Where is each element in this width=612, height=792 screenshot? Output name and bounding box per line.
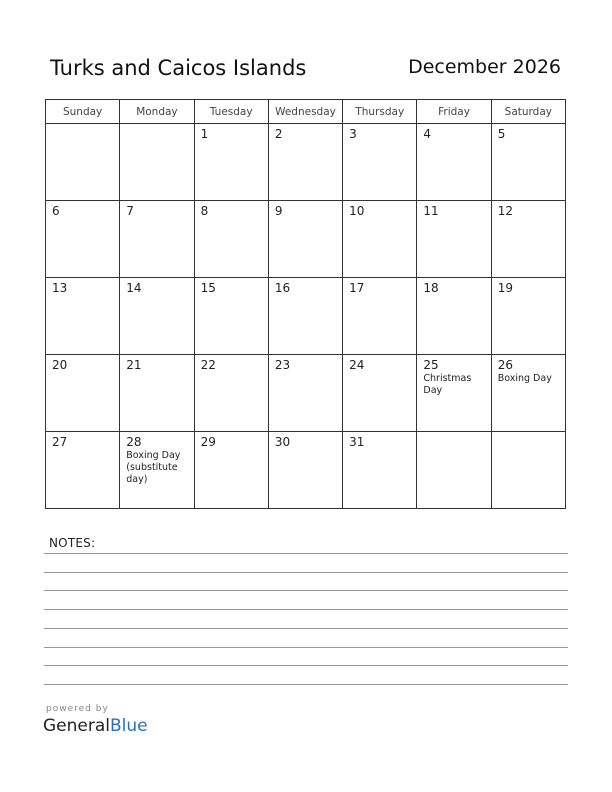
day-number: 4 (423, 127, 432, 141)
notes-line (44, 553, 568, 554)
weekday-header: Thursday (343, 100, 417, 124)
day-cell (343, 201, 417, 278)
weekday-header: Saturday (491, 100, 565, 124)
day-cell (194, 432, 268, 509)
holiday-label: Boxing Day (497, 373, 552, 384)
holiday-label: Boxing Day (substitute day) (126, 450, 181, 485)
day-cell (491, 432, 565, 509)
notes-label: NOTES: (49, 536, 96, 550)
week-row (46, 432, 566, 509)
day-number: 31 (349, 435, 365, 449)
day-number: 19 (497, 281, 513, 295)
day-number: 12 (497, 204, 513, 218)
calendar-month-year: December 2026 (408, 56, 561, 78)
calendar-country-title: Turks and Caicos Islands (50, 56, 307, 80)
day-number: 10 (349, 204, 365, 218)
day-cell (491, 355, 565, 432)
day-number: 22 (200, 358, 216, 372)
day-number: 18 (423, 281, 439, 295)
day-cell (194, 355, 268, 432)
day-number: 9 (274, 204, 283, 218)
day-cell (343, 278, 417, 355)
day-cell (46, 432, 120, 509)
day-number: 3 (349, 127, 357, 141)
day-cell (120, 278, 194, 355)
day-number: 30 (274, 435, 291, 449)
day-number: 20 (52, 358, 68, 372)
day-number: 7 (126, 204, 134, 218)
day-cell (46, 201, 120, 278)
day-number: 6 (52, 204, 60, 218)
day-cell (417, 278, 491, 355)
day-cell (343, 355, 417, 432)
day-cell (268, 355, 342, 432)
week-row (46, 124, 566, 201)
weekday-header: Monday (120, 100, 194, 124)
holiday-label: Christmas Day (423, 373, 472, 396)
day-cell (120, 432, 194, 509)
weekday-header: Sunday (46, 100, 120, 124)
day-number: 23 (274, 358, 291, 372)
day-number: 17 (349, 281, 365, 295)
day-cell (417, 124, 491, 201)
generalblue-logo (43, 716, 148, 736)
day-number: 14 (126, 281, 142, 295)
day-number: 28 (126, 435, 142, 449)
day-cell (417, 355, 491, 432)
day-number: 2 (274, 127, 283, 141)
calendar-grid (45, 99, 566, 509)
powered-by-text: powered by (46, 704, 109, 714)
week-row (46, 201, 566, 278)
notes-line (44, 609, 568, 610)
week-row (46, 355, 566, 432)
weekday-header: Friday (417, 100, 491, 124)
day-number: 5 (497, 127, 506, 141)
brand-part2: Blue (110, 716, 148, 736)
notes-line (44, 647, 568, 648)
day-cell (417, 201, 491, 278)
day-cell (46, 278, 120, 355)
notes-line (44, 628, 568, 629)
week-row (46, 278, 566, 355)
day-cell (194, 201, 268, 278)
day-cell (46, 124, 120, 201)
day-number: 25 (423, 358, 439, 372)
day-number: 11 (423, 204, 439, 218)
day-cell (46, 355, 120, 432)
day-cell (491, 278, 565, 355)
weekday-header: Wednesday (268, 100, 342, 124)
day-cell (491, 124, 565, 201)
day-cell (491, 201, 565, 278)
day-number: 13 (52, 281, 68, 295)
day-cell (343, 432, 417, 509)
day-number: 15 (200, 281, 216, 295)
notes-line (44, 684, 568, 685)
notes-line (44, 590, 568, 591)
day-cell (194, 124, 268, 201)
day-number: 16 (274, 281, 291, 295)
day-cell (343, 124, 417, 201)
day-cell (268, 432, 342, 509)
day-cell (268, 124, 342, 201)
day-cell (120, 201, 194, 278)
day-number: 24 (349, 358, 365, 372)
brand-part1: General (43, 716, 110, 736)
weekday-header-row (46, 100, 566, 124)
day-cell (120, 124, 194, 201)
notes-line (44, 572, 568, 573)
notes-line (44, 665, 568, 666)
weekday-header: Tuesday (194, 100, 268, 124)
day-cell (120, 355, 194, 432)
day-cell (194, 278, 268, 355)
day-number: 29 (200, 435, 216, 449)
day-number: 1 (200, 127, 209, 141)
day-number: 21 (126, 358, 142, 372)
day-cell (268, 201, 342, 278)
day-number: 27 (52, 435, 68, 449)
day-cell (417, 432, 491, 509)
day-cell (268, 278, 342, 355)
day-number: 26 (497, 358, 513, 372)
day-number: 8 (200, 204, 209, 218)
